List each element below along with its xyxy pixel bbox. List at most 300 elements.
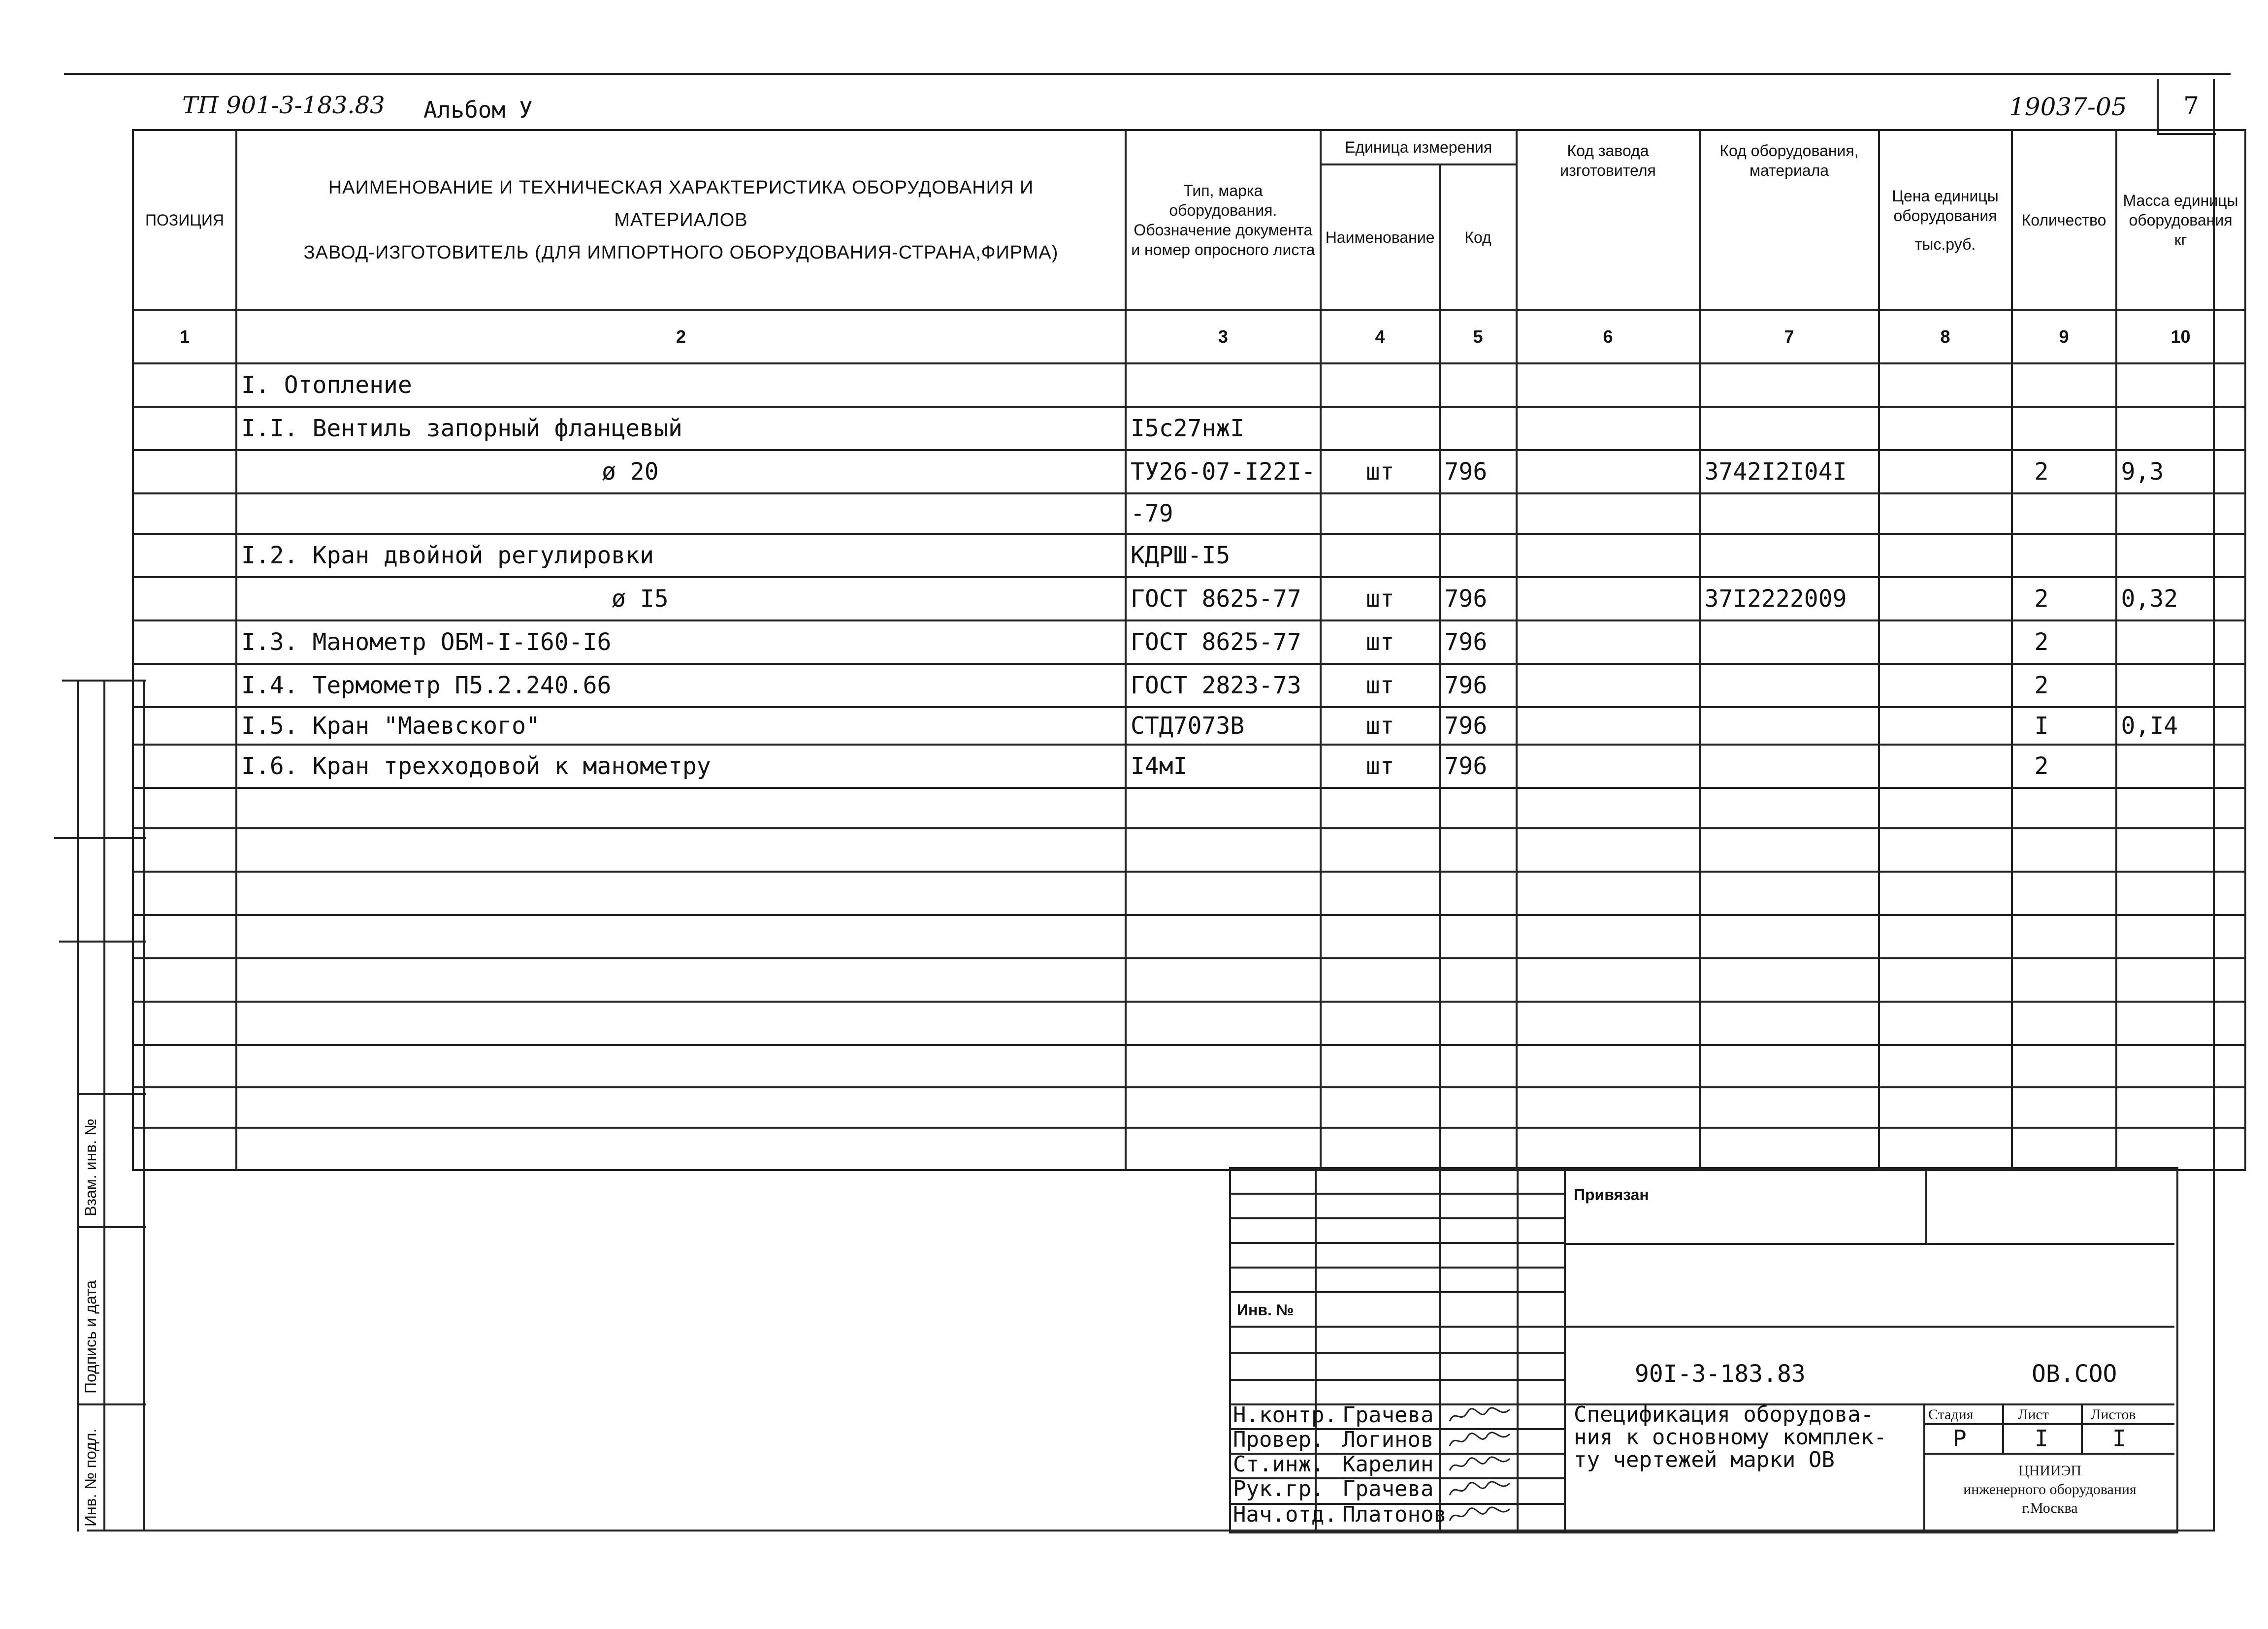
name-cell bbox=[236, 915, 1126, 958]
price-cell bbox=[1879, 788, 2012, 828]
equipment-code-cell bbox=[1700, 872, 1879, 915]
factory-code-cell bbox=[1517, 958, 1700, 1002]
organization-line-3: г.Москва bbox=[2022, 1500, 2078, 1516]
quantity-cell: I bbox=[2012, 707, 2116, 745]
type-cell: ГОСТ 8625-77 bbox=[1126, 577, 1321, 620]
col-unit-name-header: Наименование bbox=[1321, 164, 1440, 310]
unit-code-cell bbox=[1440, 828, 1517, 872]
quantity-cell bbox=[2012, 915, 2116, 958]
unit-name-cell bbox=[1321, 828, 1440, 872]
position-cell bbox=[133, 788, 236, 828]
document-title bbox=[1574, 1403, 1887, 1471]
margin-line bbox=[77, 1226, 146, 1228]
equipment-code-cell bbox=[1700, 707, 1879, 745]
signatory-name: Платонов bbox=[1342, 1502, 1447, 1527]
signatory-role: Провер. bbox=[1233, 1427, 1325, 1452]
col-price-header bbox=[1879, 130, 2012, 310]
type-cell bbox=[1126, 915, 1321, 958]
quantity-cell bbox=[2012, 872, 2116, 915]
factory-code-cell bbox=[1517, 788, 1700, 828]
unit-name-cell bbox=[1321, 872, 1440, 915]
mass-cell bbox=[2116, 1045, 2245, 1087]
equipment-code-cell bbox=[1700, 363, 1879, 407]
name-cell bbox=[236, 493, 1126, 534]
signatory-role: Нач.отд. bbox=[1233, 1502, 1337, 1527]
mass-cell bbox=[2116, 407, 2245, 450]
unit-code-cell bbox=[1440, 534, 1517, 577]
position-cell bbox=[133, 620, 236, 664]
price-cell bbox=[1879, 745, 2012, 788]
mass-cell: 9,3 bbox=[2116, 450, 2245, 493]
name-cell: I.5. Кран "Маевского" bbox=[236, 707, 1126, 745]
quantity-cell bbox=[2012, 958, 2116, 1002]
mass-cell bbox=[2116, 745, 2245, 788]
type-cell bbox=[1126, 1128, 1321, 1170]
type-cell: ГОСТ 2823-73 bbox=[1126, 664, 1321, 707]
price-cell bbox=[1879, 577, 2012, 620]
mass-cell bbox=[2116, 493, 2245, 534]
sheet-value: I bbox=[2035, 1425, 2048, 1452]
col-mass-label: Масса единицы оборудования bbox=[2123, 192, 2238, 229]
position-cell bbox=[133, 1002, 236, 1045]
equipment-code-cell bbox=[1700, 958, 1879, 1002]
unit-code-cell bbox=[1440, 788, 1517, 828]
table-row bbox=[133, 958, 2245, 1002]
exchange-inventory-label: Взам. инв. № bbox=[82, 1118, 99, 1216]
table-row bbox=[133, 620, 2245, 664]
col-quantity-header: Количество bbox=[2012, 130, 2116, 310]
price-cell bbox=[1879, 363, 2012, 407]
handwritten-signature bbox=[1446, 1504, 1515, 1528]
signatory-role: Ст.инж. bbox=[1233, 1452, 1325, 1477]
column-number-row bbox=[133, 310, 2245, 363]
quantity-cell: 2 bbox=[2012, 450, 2116, 493]
unit-name-cell: шт bbox=[1321, 707, 1440, 745]
name-cell: I.3. Манометр ОБМ-I-I60-I6 bbox=[236, 620, 1126, 664]
mass-cell bbox=[2116, 363, 2245, 407]
col-equipment-code-header: Код оборудования, материала bbox=[1700, 130, 1879, 310]
signatory-name: Грачева bbox=[1342, 1476, 1434, 1501]
equipment-code-cell bbox=[1700, 664, 1879, 707]
quantity-cell bbox=[2012, 407, 2116, 450]
title-block-line bbox=[1229, 1242, 1566, 1244]
document-title-line-3: ту чертежей марки ОВ bbox=[1574, 1447, 1835, 1472]
factory-code-cell bbox=[1517, 1045, 1700, 1087]
handwritten-signature bbox=[1446, 1454, 1515, 1477]
price-cell bbox=[1879, 664, 2012, 707]
position-cell bbox=[133, 915, 236, 958]
quantity-cell bbox=[2012, 534, 2116, 577]
type-cell bbox=[1126, 1087, 1321, 1128]
name-cell bbox=[236, 1002, 1126, 1045]
equipment-code-cell bbox=[1700, 493, 1879, 534]
mass-cell bbox=[2116, 958, 2245, 1002]
table-row bbox=[133, 407, 2245, 450]
unit-code-cell bbox=[1440, 407, 1517, 450]
table-row bbox=[133, 450, 2245, 493]
equipment-code-cell bbox=[1700, 915, 1879, 958]
mass-cell bbox=[2116, 664, 2245, 707]
title-block-line bbox=[1229, 1352, 1566, 1354]
organization-line-2: инженерного оборудования bbox=[1963, 1481, 2137, 1498]
unit-code-cell: 796 bbox=[1440, 664, 1517, 707]
unit-name-cell bbox=[1321, 1087, 1440, 1128]
price-cell bbox=[1879, 620, 2012, 664]
handwritten-signature bbox=[1446, 1478, 1515, 1502]
equipment-code-cell: 37I2222009 bbox=[1700, 577, 1879, 620]
unit-code-cell: 796 bbox=[1440, 620, 1517, 664]
title-block-line bbox=[1517, 1167, 1519, 1531]
type-cell bbox=[1126, 872, 1321, 915]
table-row bbox=[133, 828, 2245, 872]
factory-code-cell bbox=[1517, 620, 1700, 664]
mass-cell bbox=[2116, 534, 2245, 577]
price-cell bbox=[1879, 1045, 2012, 1087]
mass-cell bbox=[2116, 828, 2245, 872]
type-cell: ГОСТ 8625-77 bbox=[1126, 620, 1321, 664]
table-row bbox=[133, 745, 2245, 788]
position-cell bbox=[133, 534, 236, 577]
col-name-header bbox=[236, 130, 1126, 310]
position-cell bbox=[133, 872, 236, 915]
quantity-cell bbox=[2012, 1045, 2116, 1087]
quantity-cell bbox=[2012, 788, 2116, 828]
unit-name-cell: шт bbox=[1321, 450, 1440, 493]
title-block-line bbox=[1229, 1217, 1566, 1219]
title-block-line bbox=[2002, 1403, 2004, 1455]
factory-code-cell bbox=[1517, 534, 1700, 577]
type-cell: СТД7073В bbox=[1126, 707, 1321, 745]
position-cell bbox=[133, 1128, 236, 1170]
mass-cell bbox=[2116, 1128, 2245, 1170]
handwritten-signature bbox=[1446, 1429, 1515, 1453]
signature-date-label: Подпись и дата bbox=[82, 1280, 99, 1394]
quantity-cell: 2 bbox=[2012, 664, 2116, 707]
table-row bbox=[133, 534, 2245, 577]
name-cell bbox=[236, 958, 1126, 1002]
sheet-label: Лист bbox=[2018, 1406, 2049, 1423]
table-row bbox=[133, 1002, 2245, 1045]
col-unit-group-header: Единица измерения bbox=[1321, 130, 1517, 164]
quantity-cell: 2 bbox=[2012, 577, 2116, 620]
type-cell: КДРШ-I5 bbox=[1126, 534, 1321, 577]
col-price-label: Цена единицы оборудования bbox=[1892, 187, 1999, 225]
table-row bbox=[133, 664, 2245, 707]
name-cell bbox=[236, 1045, 1126, 1087]
quantity-cell bbox=[2012, 1087, 2116, 1128]
document-code: 90I-3-183.83 bbox=[1635, 1360, 1806, 1388]
col-name-line-3: ЗАВОД-ИЗГОТОВИТЕЛЬ (ДЛЯ ИМПОРТНОГО ОБОРУДОВАНИЯ-СТРАНА,ФИРМА) bbox=[303, 242, 1059, 263]
unit-code-cell bbox=[1440, 1045, 1517, 1087]
col-mass-header bbox=[2116, 130, 2245, 310]
signatory-role: Рук.гр. bbox=[1233, 1476, 1325, 1501]
equipment-code-cell bbox=[1700, 1087, 1879, 1128]
factory-code-cell bbox=[1517, 450, 1700, 493]
factory-code-cell bbox=[1517, 363, 1700, 407]
col-number: 3 bbox=[1126, 310, 1321, 363]
position-cell bbox=[133, 1045, 236, 1087]
title-block-line bbox=[1229, 1379, 1566, 1381]
price-cell bbox=[1879, 915, 2012, 958]
unit-name-cell: шт bbox=[1321, 664, 1440, 707]
unit-code-cell bbox=[1440, 363, 1517, 407]
col-number: 1 bbox=[133, 310, 236, 363]
price-cell bbox=[1879, 1128, 2012, 1170]
position-cell bbox=[133, 1087, 236, 1128]
col-mass-unit: кг bbox=[2174, 231, 2187, 249]
factory-code-cell bbox=[1517, 493, 1700, 534]
title-block-line bbox=[1229, 1291, 1566, 1293]
quantity-cell bbox=[2012, 493, 2116, 534]
type-cell: I5c27нжI bbox=[1126, 407, 1321, 450]
equipment-code-cell bbox=[1700, 828, 1879, 872]
table-row bbox=[133, 577, 2245, 620]
factory-code-cell bbox=[1517, 577, 1700, 620]
position-cell bbox=[133, 407, 236, 450]
col-number: 4 bbox=[1321, 310, 1440, 363]
type-cell: ТУ26-07-I22I- bbox=[1126, 450, 1321, 493]
equipment-code-cell: 3742I2I04I bbox=[1700, 450, 1879, 493]
type-cell: -79 bbox=[1126, 493, 1321, 534]
col-number: 5 bbox=[1440, 310, 1517, 363]
table-row bbox=[133, 707, 2245, 745]
quantity-cell: 2 bbox=[2012, 745, 2116, 788]
factory-code-cell bbox=[1517, 915, 1700, 958]
unit-name-cell bbox=[1321, 1128, 1440, 1170]
stage-value: Р bbox=[1953, 1425, 1967, 1452]
unit-code-cell: 796 bbox=[1440, 577, 1517, 620]
unit-name-cell bbox=[1321, 363, 1440, 407]
price-cell bbox=[1879, 1087, 2012, 1128]
title-block-line bbox=[1229, 1267, 1566, 1269]
title-block-line bbox=[1564, 1167, 1566, 1531]
mass-cell bbox=[2116, 620, 2245, 664]
unit-name-cell bbox=[1321, 958, 1440, 1002]
specification-table bbox=[132, 129, 2246, 1171]
attached-label: Привязан bbox=[1574, 1186, 1649, 1204]
unit-name-cell bbox=[1321, 534, 1440, 577]
margin-line bbox=[59, 941, 146, 943]
name-cell bbox=[236, 1087, 1126, 1128]
document-title-line-2: ния к основному комплек- bbox=[1574, 1425, 1887, 1450]
specification-rows bbox=[133, 363, 2245, 1170]
name-cell bbox=[236, 872, 1126, 915]
type-cell bbox=[1126, 828, 1321, 872]
type-cell: I4мI bbox=[1126, 745, 1321, 788]
stage-label: Стадия bbox=[1928, 1406, 1974, 1423]
original-inventory-label: Инв. № подл. bbox=[82, 1428, 99, 1527]
position-cell bbox=[133, 664, 236, 707]
position-cell bbox=[133, 958, 236, 1002]
name-cell: I. Отопление bbox=[236, 363, 1126, 407]
unit-name-cell bbox=[1321, 407, 1440, 450]
mass-cell bbox=[2116, 788, 2245, 828]
col-number: 2 bbox=[236, 310, 1126, 363]
margin-line bbox=[77, 1093, 146, 1095]
col-price-unit: тыс.руб. bbox=[1914, 235, 1976, 253]
name-cell: I.2. Кран двойной регулировки bbox=[236, 534, 1126, 577]
equipment-code-cell bbox=[1700, 745, 1879, 788]
sheets-value: I bbox=[2112, 1425, 2126, 1452]
table-row bbox=[133, 363, 2245, 407]
type-cell bbox=[1126, 363, 1321, 407]
table-row bbox=[133, 788, 2245, 828]
table-row bbox=[133, 915, 2245, 958]
name-cell bbox=[236, 828, 1126, 872]
title-block-line bbox=[2081, 1403, 2083, 1455]
mass-cell bbox=[2116, 915, 2245, 958]
col-type-header: Тип, марка оборудования. Обозначение документа и номер опросного листа bbox=[1126, 130, 1321, 310]
type-cell bbox=[1126, 958, 1321, 1002]
top-border bbox=[64, 73, 2231, 75]
position-cell bbox=[133, 828, 236, 872]
equipment-code-cell bbox=[1700, 1128, 1879, 1170]
factory-code-cell bbox=[1517, 1128, 1700, 1170]
price-cell bbox=[1879, 958, 2012, 1002]
organization-line-1: ЦНИИЭП bbox=[2018, 1463, 2082, 1479]
table-row bbox=[133, 872, 2245, 915]
quantity-cell: 2 bbox=[2012, 620, 2116, 664]
unit-code-cell bbox=[1440, 872, 1517, 915]
signatory-name: Карелин bbox=[1342, 1452, 1434, 1477]
factory-code-cell bbox=[1517, 664, 1700, 707]
price-cell bbox=[1879, 493, 2012, 534]
document-mark: ОВ.СОО bbox=[2032, 1360, 2117, 1388]
equipment-code-cell bbox=[1700, 534, 1879, 577]
unit-name-cell: шт bbox=[1321, 620, 1440, 664]
price-cell bbox=[1879, 828, 2012, 872]
col-number: 7 bbox=[1700, 310, 1879, 363]
organization bbox=[1925, 1462, 2174, 1518]
title-block-line bbox=[1229, 1326, 2174, 1328]
col-unit-code-header: Код bbox=[1440, 164, 1517, 310]
quantity-cell bbox=[2012, 828, 2116, 872]
equipment-code-cell bbox=[1700, 620, 1879, 664]
title-block-line bbox=[1229, 1193, 1566, 1195]
signatory-name: Логинов bbox=[1342, 1427, 1434, 1452]
type-cell bbox=[1126, 1045, 1321, 1087]
unit-code-cell bbox=[1440, 493, 1517, 534]
unit-code-cell bbox=[1440, 1002, 1517, 1045]
margin-line bbox=[77, 1403, 146, 1405]
margin-line bbox=[54, 837, 146, 839]
unit-code-cell: 796 bbox=[1440, 450, 1517, 493]
name-cell: ø I5 bbox=[236, 577, 1126, 620]
col-number: 6 bbox=[1517, 310, 1700, 363]
equipment-code-cell bbox=[1700, 1045, 1879, 1087]
project-code: ТП 901-3-183.83 bbox=[182, 92, 385, 119]
unit-name-cell: шт bbox=[1321, 745, 1440, 788]
mass-cell bbox=[2116, 1087, 2245, 1128]
unit-code-cell: 796 bbox=[1440, 745, 1517, 788]
unit-code-cell bbox=[1440, 1087, 1517, 1128]
name-cell: I.6. Кран трехходовой к манометру bbox=[236, 745, 1126, 788]
unit-code-cell bbox=[1440, 958, 1517, 1002]
page-number: 7 bbox=[2183, 92, 2199, 120]
unit-name-cell bbox=[1321, 1002, 1440, 1045]
equipment-code-cell bbox=[1700, 788, 1879, 828]
table-row bbox=[133, 1045, 2245, 1087]
mass-cell bbox=[2116, 872, 2245, 915]
position-cell bbox=[133, 493, 236, 534]
factory-code-cell bbox=[1517, 828, 1700, 872]
mass-cell bbox=[2116, 1002, 2245, 1045]
price-cell bbox=[1879, 450, 2012, 493]
position-cell bbox=[133, 363, 236, 407]
position-cell bbox=[133, 745, 236, 788]
price-cell bbox=[1879, 407, 2012, 450]
signatory-role: Н.контр. bbox=[1233, 1402, 1337, 1428]
unit-name-cell bbox=[1321, 915, 1440, 958]
equipment-code-cell bbox=[1700, 1002, 1879, 1045]
position-cell bbox=[133, 707, 236, 745]
unit-code-cell bbox=[1440, 915, 1517, 958]
table-row bbox=[133, 1128, 2245, 1170]
document-title-line-1: Спецификация оборудова- bbox=[1574, 1402, 1874, 1427]
title-block-line bbox=[1439, 1167, 1441, 1531]
price-cell bbox=[1879, 872, 2012, 915]
col-name-line-2: МАТЕРИАЛОВ bbox=[614, 210, 748, 230]
unit-name-cell: шт bbox=[1321, 577, 1440, 620]
name-cell bbox=[236, 1128, 1126, 1170]
unit-name-cell bbox=[1321, 1045, 1440, 1087]
title-block-line bbox=[1923, 1453, 2174, 1455]
sheets-label: Листов bbox=[2091, 1406, 2136, 1423]
factory-code-cell bbox=[1517, 1002, 1700, 1045]
factory-code-cell bbox=[1517, 407, 1700, 450]
handwritten-signature bbox=[1446, 1404, 1515, 1428]
factory-code-cell bbox=[1517, 872, 1700, 915]
unit-code-cell bbox=[1440, 1128, 1517, 1170]
type-cell bbox=[1126, 788, 1321, 828]
name-cell: I.4. Термометр П5.2.240.66 bbox=[236, 664, 1126, 707]
type-cell bbox=[1126, 1002, 1321, 1045]
mass-cell: 0,32 bbox=[2116, 577, 2245, 620]
unit-code-cell: 796 bbox=[1440, 707, 1517, 745]
price-cell bbox=[1879, 1002, 2012, 1045]
title-block-line bbox=[1564, 1243, 2174, 1245]
position-cell bbox=[133, 450, 236, 493]
name-cell: ø 20 bbox=[236, 450, 1126, 493]
equipment-code-cell bbox=[1700, 407, 1879, 450]
quantity-cell bbox=[2012, 363, 2116, 407]
factory-code-cell bbox=[1517, 707, 1700, 745]
col-number: 8 bbox=[1879, 310, 2012, 363]
name-cell bbox=[236, 788, 1126, 828]
col-name-line-1: НАИМЕНОВАНИЕ И ТЕХНИЧЕСКАЯ ХАРАКТЕРИСТИКА ОБОРУДОВАНИЯ И bbox=[328, 177, 1034, 198]
col-factory-code-header: Код завода изготовителя bbox=[1517, 130, 1700, 310]
document-number: 19037-05 bbox=[2009, 93, 2127, 121]
header-row-1 bbox=[133, 130, 2245, 164]
price-cell bbox=[1879, 534, 2012, 577]
quantity-cell bbox=[2012, 1128, 2116, 1170]
col-number: 10 bbox=[2116, 310, 2245, 363]
signatory-name: Грачева bbox=[1342, 1402, 1434, 1428]
col-position-header: ПОЗИЦИЯ bbox=[133, 130, 236, 310]
unit-name-cell bbox=[1321, 788, 1440, 828]
table-row bbox=[133, 1087, 2245, 1128]
mass-cell: 0,I4 bbox=[2116, 707, 2245, 745]
inventory-label: Инв. № bbox=[1237, 1301, 1294, 1319]
price-cell bbox=[1879, 707, 2012, 745]
album-label: Альбом У bbox=[423, 97, 533, 123]
name-cell: I.I. Вентиль запорный фланцевый bbox=[236, 407, 1126, 450]
table-row bbox=[133, 493, 2245, 534]
position-cell bbox=[133, 577, 236, 620]
unit-name-cell bbox=[1321, 493, 1440, 534]
title-block-line bbox=[1925, 1167, 1927, 1244]
quantity-cell bbox=[2012, 1002, 2116, 1045]
